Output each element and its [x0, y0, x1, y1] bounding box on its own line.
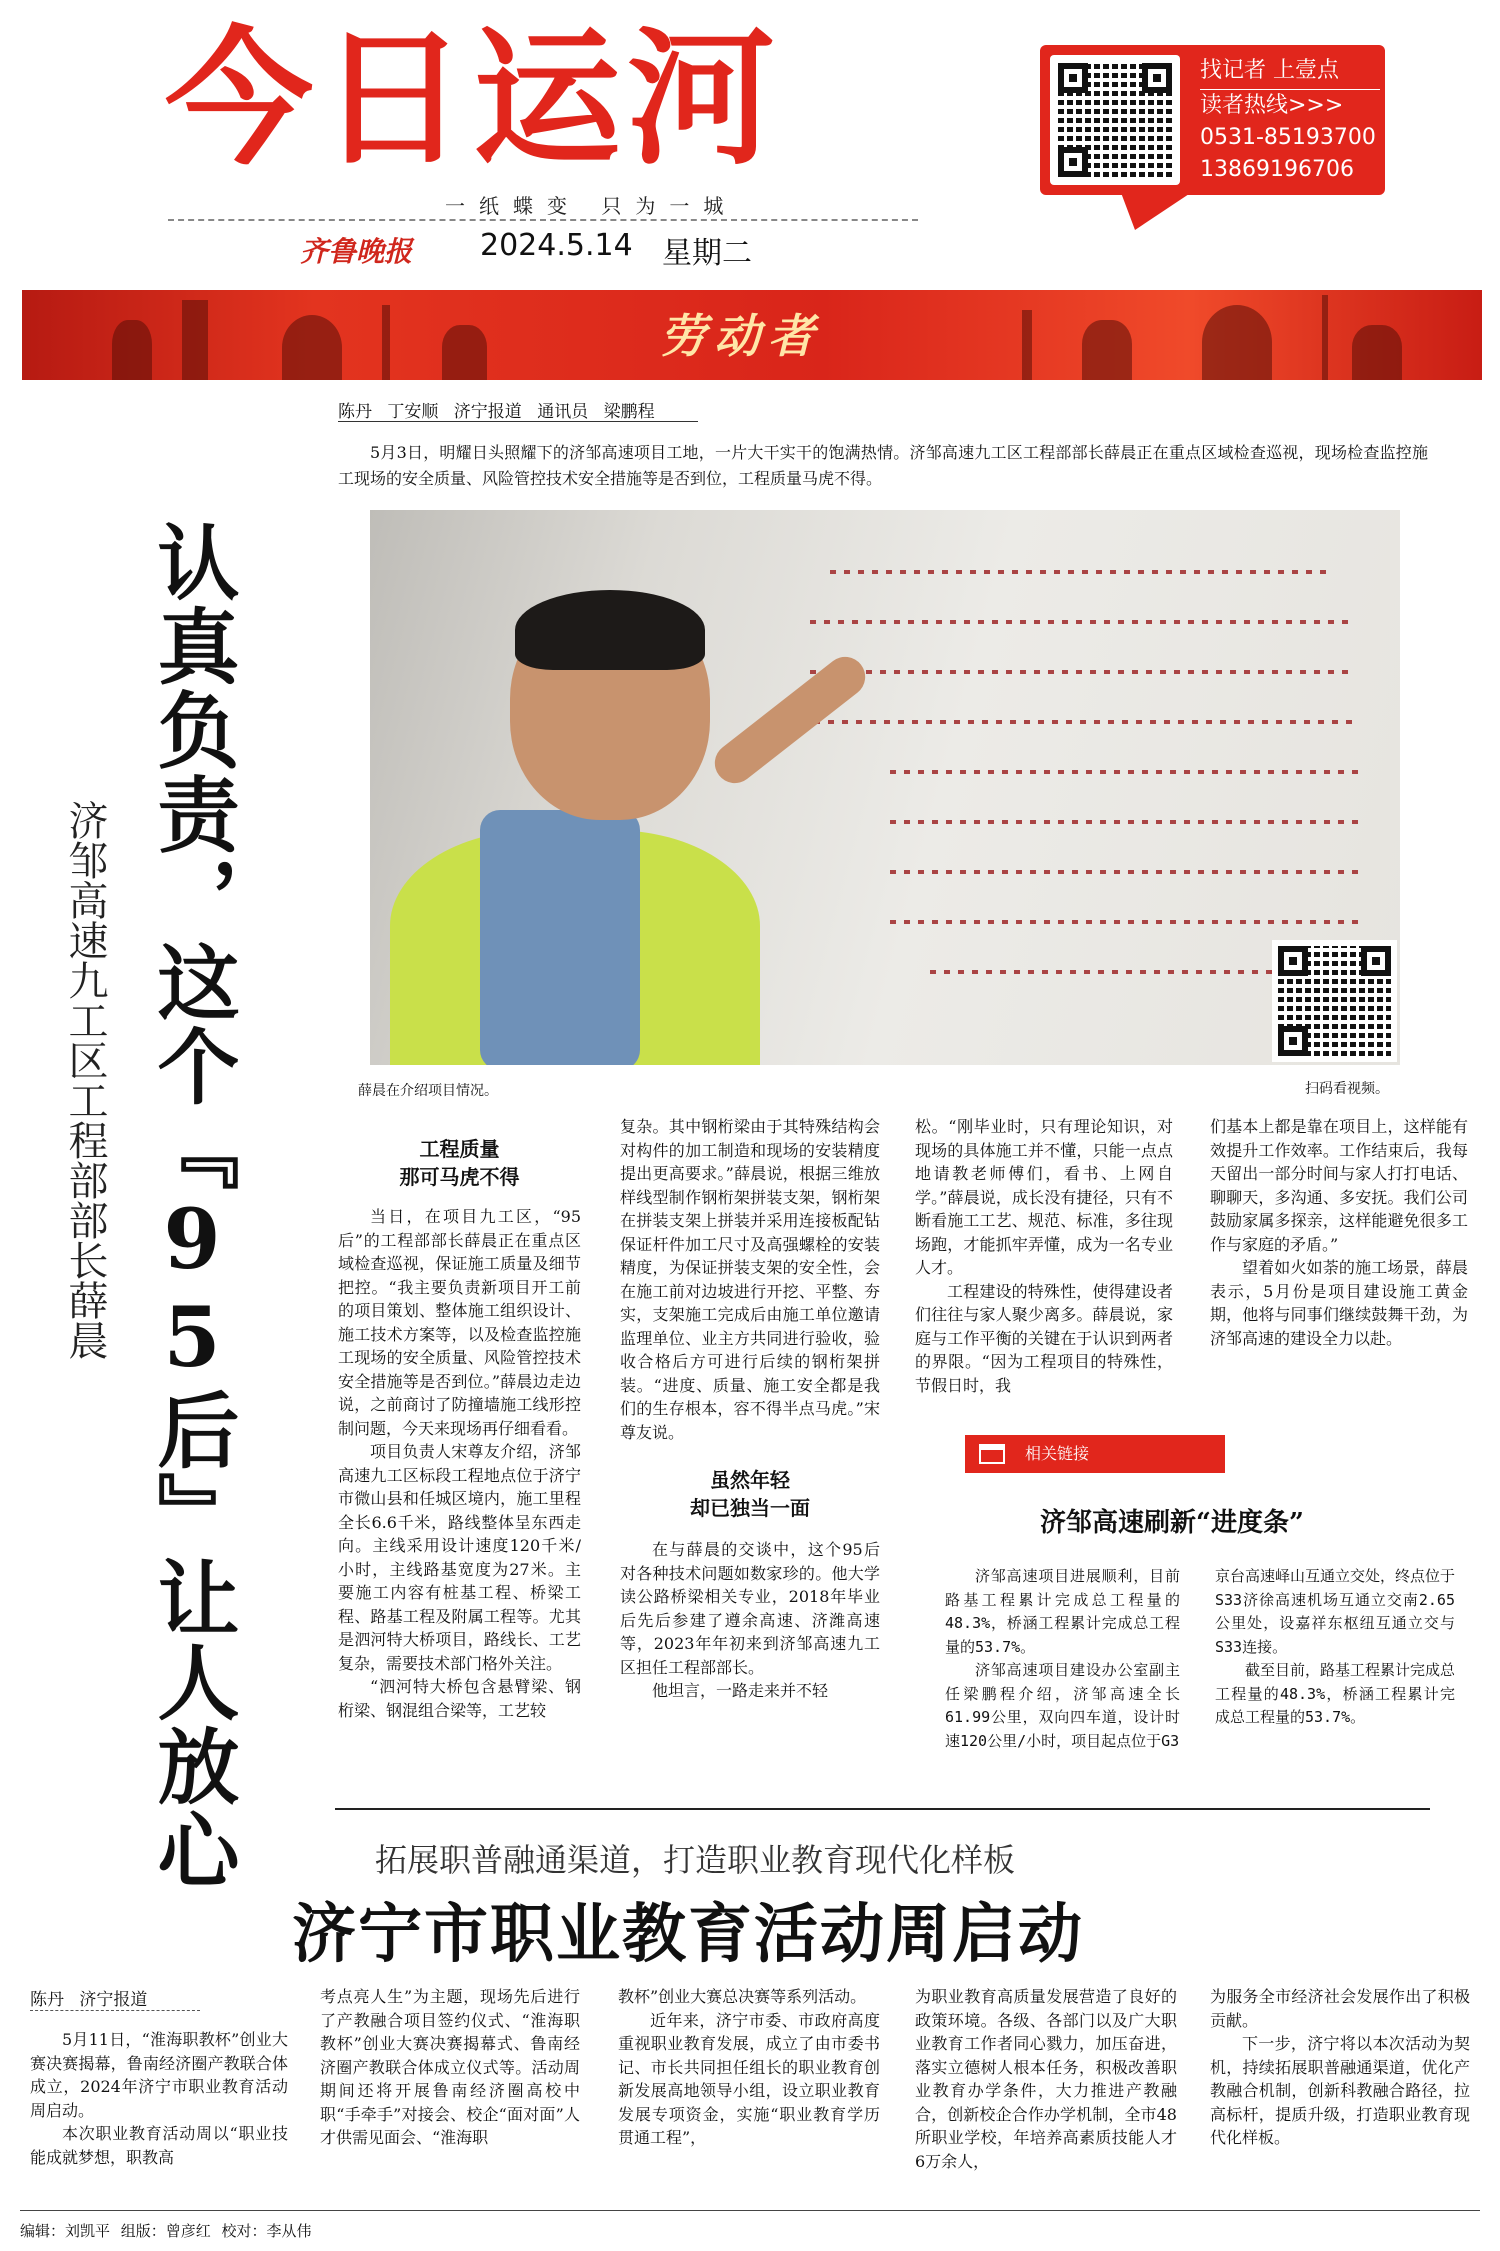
- article-byline: 陈丹 丁安顺 济宁报道 通讯员 梁鹏程: [338, 402, 655, 422]
- article-subhead: 济邹高速九工区工程部部长薛晨: [62, 800, 108, 1360]
- article2-column-3: [618, 1985, 880, 2150]
- article2-paragraph: 为服务全市经济社会发展作出了积极贡献。: [1210, 1987, 1470, 2030]
- article-paragraph: 在与薛晨的交谈中，这个95后对各种技术问题如数家珍的。他大学读公路桥梁相关专业，2018年毕业后先后参建了遵余高速、济潍高速等，2023年年初来到济邹高速九工区担任工程部部长。: [620, 1540, 880, 1677]
- article2-paragraph: 考点亮人生”为主题，现场先后进行了产教融合项目签约仪式、“淮海职教杯”创业大赛决赛揭幕式、鲁南经济圈产教联合体成立仪式等。活动周期间还将开展鲁南经济圈高校中职“手牵手”对接会、校企“面对面”人才供需见面会、“淮海职: [320, 1987, 580, 2147]
- footer-divider: [20, 2210, 1480, 2211]
- masthead-slogan: 一纸蝶变 只为一城: [445, 194, 738, 218]
- section-title-1b: 那可马虎不得: [399, 1165, 520, 1189]
- article2-paragraph: 为职业教育高质量发展营造了良好的政策环境。各级、各部门以及广大职业教育工作者同心戮力，加压奋进，落实立德树人根本任务，积极改善职业教育办学条件，大力推进产教融合，创新校企合作办学机制，全市48所职业学校，年培养高素质技能人才6万余人，: [915, 1987, 1177, 2171]
- section-title-2b: 却已独当一面: [690, 1496, 810, 1520]
- article-paragraph: “泗河特大桥包含悬臂梁、钢桁梁、钢混组合梁等，工艺较: [338, 1677, 581, 1720]
- banner-title: 劳动者: [660, 309, 822, 363]
- article2-subtitle: 拓展职普融通渠道，打造职业教育现代化样板: [375, 1841, 1016, 1879]
- article-paragraph: 松。“刚毕业时，只有理论知识，对现场的具体施工并不懂，只能一点点地请教老师傅们，看书、上网自学。”薛晨说，成长没有捷径，只有不断看施工工艺、规范、标准，多往现场跑，才能抓牢弄懂，成为一名专业人才。: [915, 1117, 1173, 1277]
- article-headline: 认真负责，这个『95后』让人放心: [144, 520, 240, 1892]
- hotline-slogan: 找记者 上壹点: [1200, 55, 1380, 90]
- related-paragraph: 京台高速峄山互通立交处，终点位于S33济徐高速机场互通立交南2.65公里处，设嘉祥东枢纽互通立交与S33连接。: [1215, 1567, 1456, 1656]
- byline-divider: [30, 2010, 200, 2011]
- article-paragraph: 当日，在项目九工区，“95后”的工程部部长薛晨正在重点区域检查巡视，保证施工质量及细节把控。“我主要负责新项目开工前的项目策划、整体施工组织设计、施工技术方案等，以及检查监控施工现场的安全质量、风险管控技术安全措施等是否到位。”薛晨边走边说，之前商讨了防撞墙施工线形控制问题，今天来现场再仔细看看。: [338, 1207, 581, 1438]
- section-divider: [335, 1808, 1430, 1810]
- related-link-label: 相关链接: [1025, 1444, 1090, 1463]
- related-column-b: [1215, 1565, 1455, 1730]
- article2-column-2: [320, 1985, 580, 2150]
- article-paragraph: 复杂。其中钢桁梁由于其特殊结构会对构件的加工制造和现场的安装精度提出更高要求。”薛晨说，根据三维放样线型制作钢桁架拼装支架，钢桁架在拼装支架上拼装并采用连接板配钻保证杆件加工尺寸及高强螺栓的安装精度，为保证拼装支架的安全性，会在施工前对边坡进行开挖、平整、夯实，支架施工完成后由施工单位邀请监理单位、业主方共同进行验收，验收合格后方可进行后续的钢桁架拼装。“进度、质量、施工安全都是我们的生存根本，容不得半点马虎。”宋尊友说。: [620, 1117, 880, 1442]
- article-column-4: [1210, 1115, 1468, 1350]
- window-icon: [979, 1444, 1005, 1464]
- issue-date: 2024.5.14: [480, 228, 633, 263]
- article-column-1: [338, 1135, 581, 1722]
- article2-paragraph: 5月11日，“淮海职教杯”创业大赛决赛揭幕，鲁南经济圈产教联合体成立，2024年济宁市职业教育活动周启动。: [30, 2030, 288, 2120]
- masthead-divider: [168, 219, 918, 221]
- hotline-tail: [1120, 190, 1195, 230]
- article-paragraph: 项目负责人宋尊友介绍，济邹高速九工区标段工程地点位于济宁市微山县和任城区境内，施工里程全长6.6千米，路线整体呈东西走向。主线采用设计速度120千米/小时，主线路基宽度为27米。主要施工内容有桩基工程、桥梁工程、路基工程及附属工程等。尤其是泗河特大桥项目，路线长、工艺复杂，需要技术部门格外关注。: [338, 1442, 581, 1673]
- article-paragraph: 望着如火如荼的施工场景，薛晨表示，5月份是项目建设施工黄金期，他将与同事们继续鼓舞干劲，为济邹高速的建设全力以赴。: [1210, 1258, 1468, 1348]
- article-paragraph: 们基本上都是靠在项目上，这样能有效提升工作效率。工作结束后，我每天留出一部分时间与家人打打电话、聊聊天，多沟通、多安抚。我们公司鼓励家属多探亲，这样能避免很多工作与家庭的矛盾。”: [1210, 1117, 1468, 1254]
- article-column-3: [915, 1115, 1173, 1397]
- article-photo: [370, 510, 1400, 1065]
- section-title-1a: 工程质量: [419, 1137, 500, 1161]
- qr-caption: 扫码看视频。: [1305, 1081, 1389, 1097]
- article-column-2: [620, 1115, 880, 1703]
- related-title: 济邹高速刷新“进度条”: [1040, 1508, 1304, 1538]
- article2-byline: 陈丹 济宁报道: [30, 1990, 148, 2010]
- footer-credits: 编辑：刘凯平 组版：曾彦红 校对：李从伟: [20, 2222, 312, 2240]
- article2-paragraph: 近年来，济宁市委、市政府高度重视职业教育发展，成立了由市委书记、市长共同担任组长的职业教育创新发展高地领导小组，设立职业教育发展专项资金，实施“职业教育学历贯通工程”，: [618, 2010, 880, 2147]
- hotline-label: 读者热线>>>: [1200, 93, 1344, 118]
- article2-column-1: [30, 2028, 288, 2169]
- related-column-a: [945, 1565, 1180, 1753]
- section-title-2a: 虽然年轻: [710, 1468, 790, 1492]
- related-link-tab[interactable]: [965, 1435, 1225, 1473]
- related-paragraph: 济邹高速项目进展顺利，目前路基工程累计完成总工程量的48.3%，桥涵工程累计完成总工程量的53.7%。: [945, 1567, 1180, 1656]
- article-paragraph: 他坦言，一路走来并不轻: [652, 1681, 829, 1700]
- article2-column-5: [1210, 1985, 1470, 2150]
- newspaper-brand: 齐鲁晚报: [300, 235, 413, 268]
- video-qr-icon[interactable]: [1272, 940, 1397, 1062]
- related-paragraph: 济邹高速项目建设办公室副主任梁鹏程介绍，济邹高速全长61.99公里，双向四车道，设计时速120公里/小时，项目起点位于G3: [945, 1661, 1180, 1750]
- article-lead: 5月3日，明耀日头照耀下的济邹高速项目工地，一片大干实干的饱满热情。济邹高速九工区工程部部长薛晨正在重点区域检查巡视，现场检查监控施工现场的安全质量、风险管控技术安全措施等是否到位，工程质量马虎不得。: [338, 443, 1428, 488]
- related-paragraph: 截至目前，路基工程累计完成总工程量的48.3%，桥涵工程累计完成总工程量的53.7%。: [1215, 1661, 1456, 1726]
- article2-headline: 济宁市职业教育活动周启动: [292, 1897, 1084, 1972]
- masthead-title: 今日运河: [165, 13, 781, 185]
- article2-paragraph: 本次职业教育活动周以“职业技能成就梦想，职教高: [30, 2124, 288, 2167]
- hotline-phone-1[interactable]: 0531-85193700: [1200, 125, 1376, 150]
- photo-caption: 薛晨在介绍项目情况。: [358, 1083, 498, 1099]
- hotline-qr-icon[interactable]: [1050, 55, 1180, 185]
- article2-column-4: [915, 1985, 1177, 2173]
- article-paragraph: 工程建设的特殊性，使得建设者们往往与家人聚少离多。薛晨说，家庭与工作平衡的关键在于认识到两者的界限。“因为工程项目的特殊性，节假日时，我: [915, 1281, 1173, 1395]
- article2-paragraph: 教杯”创业大赛总决赛等系列活动。: [618, 1987, 867, 2006]
- hotline-info: [1200, 55, 1380, 186]
- byline-divider: [338, 421, 698, 422]
- issue-weekday: 星期二: [662, 236, 752, 271]
- article2-paragraph: 下一步，济宁将以本次活动为契机，持续拓展职普融通渠道，优化产教融合机制，创新科教融合路径，拉高标杆，提质升级，打造职业教育现代化样板。: [1210, 2034, 1470, 2147]
- hotline-phone-2[interactable]: 13869196706: [1200, 157, 1354, 182]
